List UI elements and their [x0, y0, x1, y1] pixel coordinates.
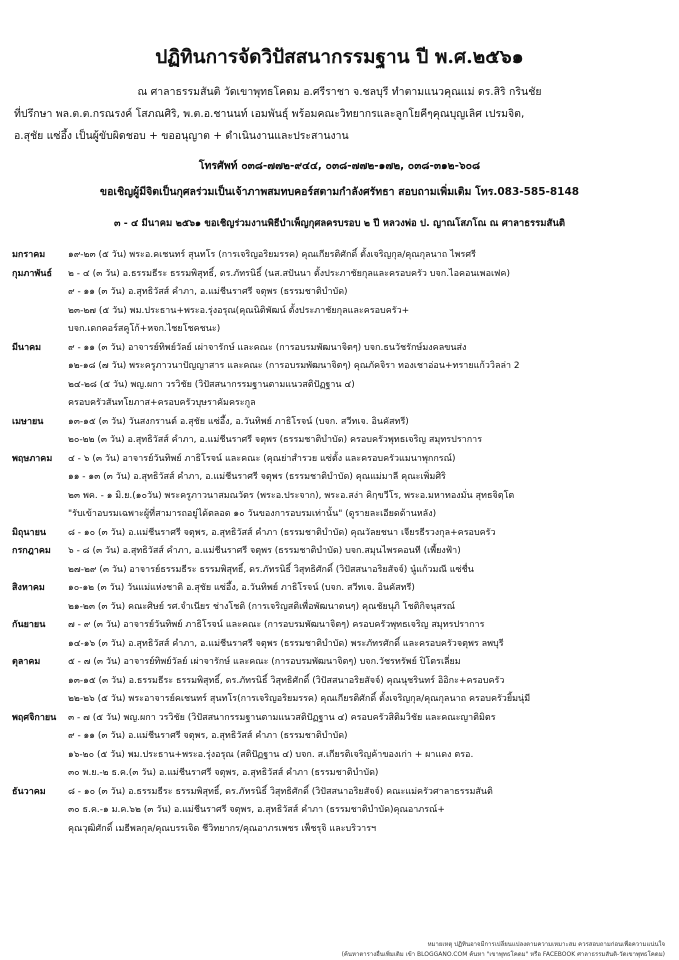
schedule-month: ตุลาคม: [12, 657, 41, 667]
schedule-row: [12, 246, 667, 265]
schedule-entry: ๓ - ๗ (๕ วัน) พญ.ผกา วรวิชัย (วิปัสสนากรรมฐานตามแนวสติปัฏฐาน ๔) ครอบครัวสิติมวิชัย และคณะญาติมิตร: [68, 712, 496, 723]
schedule-row: [12, 727, 667, 746]
schedule-entry: ๘ - ๑๐ (๓ วัน) อ.แม่ชีนราศรี จตุพร, อ.สุทธิวัสส์ คำภา (ธรรมชาติบำบัด) คุณวัลยชนา เจียรธีรวงกุล+ครอบครัว: [68, 527, 496, 538]
schedule-entry: บจก.เดกคอร์สคูโก้+หจก.ไชยโชคชนะ): [68, 324, 221, 334]
schedule-entry: ๓๐ ธ.ค.-๑ ม.ค.๖๒ (๓ วัน) อ.แม่ชีนราศรี จตุพร, อ.สุทธิวัสส์ คำภา (ธรรมชาติบำบัด)คุณอาภรณ์+: [68, 805, 445, 815]
schedule-row: [12, 524, 667, 543]
footer-source: (ค้นหาตารางอื่นเพิ่มเติม เข้า BLOGGANO.COM ค้นหา "เขาพุทธโคดม" หรือ FACEBOOK ศาลาธรรมสันติ-วัดเขาพุทธโคดม): [341, 951, 665, 958]
schedule-list: [12, 246, 667, 838]
schedule-entry: ๑๙-๒๓ (๕ วัน) พระอ.คเชนทร์ สุนทโร (การเจริญอริยมรรค) คุณเกียรติศักดิ์ ตั้งเจริญกุล/คุณกุลนาถ ไพรศรี: [68, 250, 476, 260]
schedule-entry: ๗ - ๙ (๓ วัน) อาจารย์วันทิพย์ ภาธิโรจน์ และคณะ (การอบรมพัฒนาจิตๆ) ครอบครัวพุทธเจริญ สมุทรปราการ: [68, 620, 485, 630]
schedule-row: [12, 764, 667, 783]
schedule-month: ธันวาคม: [12, 786, 46, 797]
schedule-row: [12, 339, 667, 358]
schedule-row: [12, 283, 667, 302]
schedule-entry: ๑๓-๑๕ (๓ วัน) อ.ธรรมธีระ ธรรมพิสุทธิ์, ดร.ภัทรนิธิ์ วิสุทธิศักดิ์ (วิปัสสนาอริยสัจจ์) คุณนุชรินทร์ อิอิกะ+ครอบครัว: [68, 675, 505, 686]
phone-line: โทรศัพท์ ๐๓๘-๗๗๒-๙๔๔, ๐๓๘-๗๗๒-๑๗๒, ๐๓๘-๓๑๒-๖๐๘: [198, 160, 481, 172]
schedule-entry: ๔ - ๖ (๓ วัน) อาจารย์วันทิพย์ ภาธิโรจน์ และคณะ (คุณย่าสำรวย แซ่ตั้ง และครอบครัวแมนาพุกกรณ์): [68, 453, 456, 464]
schedule-entry: ๑๐-๑๒ (๓ วัน) วันแม่แห่งชาติ อ.สุชัย แซ่อึ้ง, อ.วันทิพย์ ภาธิโรจน์ (บจก. สวีทเจ. อินคัสทรี): [68, 583, 415, 593]
schedule-row: [12, 690, 667, 709]
schedule-row: [12, 265, 667, 284]
schedule-row: [12, 820, 667, 839]
schedule-row: [12, 672, 667, 691]
schedule-row: [12, 709, 667, 728]
schedule-row: [12, 357, 667, 376]
schedule-month: มิถุนายน: [12, 527, 47, 538]
schedule-row: [12, 431, 667, 450]
schedule-entry: ครอบครัวสันทโยภาส+ครอบครัวบุษราคัมคระกูล: [68, 398, 256, 408]
schedule-row: [12, 746, 667, 765]
schedule-row: [12, 598, 667, 617]
schedule-row: [12, 413, 667, 432]
schedule-month: มกราคม: [12, 250, 46, 260]
schedule-entry: "รับเข้าอบรมเฉพาะผู้ที่สามารถอยู่ได้ตลอด ๑๐ วันของการอบรมเท่านั้น" (ดูรายละเอียดด้านหลัง): [68, 509, 437, 519]
schedule-entry: ๘ - ๑๐ (๓ วัน) อ.ธรรมธีระ ธรรมพิสุทธิ์, ดร.ภัทรนิธิ์ วิสุทธิศักดิ์ (วิปัสสนาอริยสัจจ์) คณะแม่ครัวศาลาธรรมสันติ: [68, 786, 493, 797]
schedule-row: [12, 653, 667, 672]
schedule-entry: ๒๔-๒๘ (๕ วัน) พญ.ผกา วรวิชัย (วิปัสสนากรรมฐานตามแนวสติปัฏฐาน ๔): [68, 379, 355, 390]
schedule-row: [12, 616, 667, 635]
schedule-entry: ๙ - ๑๑ (๓ วัน) อ.สุทธิวัสส์ คำภา, อ.แม่ชีนราศรี จตุพร (ธรรมชาติบำบัด): [68, 287, 348, 297]
location-line: ณ ศาลาธรรมสันติ วัดเขาพุทธโคดม อ.ศรีราชา จ.ชลบุรี ทำตามแนวคุณแม่ ดร.สิริ กรินชัย: [137, 86, 542, 98]
schedule-row: [12, 505, 667, 524]
organizer-line: อ.สุชัย แซ่อึ้ง เป็นผู้ขับผิดชอบ + ขออนุญาต + ดำเนินงานและประสานงาน: [14, 130, 349, 142]
schedule-row: [12, 320, 667, 339]
schedule-entry: ๒๓-๒๗ (๕ วัน) พม.ประธาน+พระอ.รุ่งอรุณ(คุณนิติพัฒน์ ตั้งประภาชัยกุลและครอบครัว+: [68, 305, 410, 316]
schedule-row: [12, 376, 667, 395]
schedule-month: กุมภาพันธ์: [12, 268, 52, 279]
schedule-entry: ๒๐-๒๒ (๓ วัน) อ.สุทธิวัสส์ คำภา, อ.แม่ชีนราศรี จตุพร (ธรรมชาติบำบัด) ครอบครัวพุทธเจริญ สมุทรปราการ: [68, 435, 483, 445]
schedule-month: กันยายน: [12, 620, 46, 630]
schedule-row: [12, 394, 667, 413]
schedule-entry: ๙ - ๑๑ (๓ วัน) อ.แม่ชีนราศรี จตุพร, อ.สุทธิวัสส์ คำภา (ธรรมชาติบำบัด): [68, 731, 348, 741]
schedule-entry: ๒๑-๒๓ (๓ วัน) คณะศิษย์ รศ.จำเนียร ช่างโชติ (การเจริญสติเพื่อพัฒนาตนๆ) คุณชัยนุภิ โชติกิจนุสรณ์: [68, 601, 456, 612]
schedule-entry: คุณวุฒิศักดิ์ เมธีพลกุล/คุณบรรเจิด ชีวิทยากร/คุณอาภรเพชร เพ็ชรุจิ และบริวารฯ: [68, 823, 377, 834]
schedule-row: [12, 801, 667, 820]
schedule-row: [12, 635, 667, 654]
schedule-month: พฤษภาคม: [12, 453, 53, 464]
schedule-row: [12, 579, 667, 598]
schedule-entry: ๙ - ๑๑ (๓ วัน) อาจารย์ทิพย์วัลย์ เผ่าจารักษ์ และคณะ (การอบรมพัฒนาจิตๆ) บจก.ธนวัชรักษ์มงคลขนส่ง: [68, 342, 467, 353]
schedule-row: [12, 542, 667, 561]
schedule-entry: ๑๔-๑๖ (๓ วัน) อ.สุทธิวัสส์ คำภา, อ.แม่ชีนราศรี จตุพร (ธรรมชาติบำบัด) พระภัทรศักดิ์ และครอบครัวจตุพร ลพบุรี: [68, 638, 504, 649]
schedule-month: เมษายน: [12, 416, 44, 427]
schedule-row: [12, 302, 667, 321]
schedule-row: [12, 561, 667, 580]
advisor-line: ที่ปรึกษา พล.ต.ต.กรณรงค์ โสภณศิริ, พ.ต.อ.ชานนท์ เอมพันธุ์ พร้อมคณะวิทยากรและลูกโยคีๆคุณบุญเลิศ เปรมจิต,: [14, 108, 525, 120]
page-title: ปฏิทินการจัดวิปัสสนากรรมฐาน ปี พ.ศ.๒๕๖๑: [155, 46, 524, 68]
schedule-entry: ๑๖-๒๐ (๕ วัน) พม.ประธาน+พระอ.รุ่งอรุณ (สติปัฏฐาน ๔) บจก. ส.เกียรติเจริญค้าของเก่า + ผาแดง ตรอ.: [68, 749, 474, 760]
schedule-entry: ๖ - ๘ (๓ วัน) อ.สุทธิวัสส์ คำภา, อ.แม่ชีนราศรี จตุพร (ธรรมชาติบำบัด) บจก.สมุนไพรคอนที (เพี้ยงฟ้า): [68, 546, 461, 556]
schedule-entry: ๒ - ๔ (๓ วัน) อ.ธรรมธีระ ธรรมพิสุทธิ์, ดร.ภัทรนิธิ์ (นส.สปันนา ตั้งประภาชัยกุลและครอบครัว บจก.ไอคอนเพอเฟค): [68, 268, 510, 279]
schedule-entry: ๑๒-๑๘ (๗ วัน) พระครูภาวนาปัญญาสาร และคณะ (การอบรมพัฒนาจิตๆ) คุณภัคจิรา ทองเชาอ่อน+ทรายแก้ววิลล่า 2: [68, 361, 520, 371]
schedule-row: [12, 783, 667, 802]
schedule-entry: ๕ - ๗ (๓ วัน) อาจารย์ทิพย์วัลย์ เผ่าจารักษ์ และคณะ (การอบรมพัฒนาจิตๆ) บจก.วัชรทรัพย์ ปิโตรเลี่ยม: [68, 657, 461, 667]
schedule-row: [12, 468, 667, 487]
schedule-month: มีนาคม: [12, 342, 42, 353]
schedule-entry: ๓๐ พ.ย.-๒ ธ.ค.(๓ วัน) อ.แม่ชีนราศรี จตุพร, อ.สุทธิวัสส์ คำภา (ธรรมชาติบำบัด): [68, 768, 379, 778]
schedule-row: [12, 450, 667, 469]
schedule-entry: ๑๓-๑๕ (๓ วัน) วันสงกรานต์ อ.สุชัย แซ่อึ้ง, อ.วันทิพย์ ภาธิโรจน์ (บจก. สวีทเจ. อินคัสทรี): [68, 416, 409, 427]
schedule-month: สิงหาคม: [12, 583, 45, 593]
schedule-entry: ๒๒-๒๖ (๕ วัน) พระอาจารย์คเชนทร์ สุนทโร(การเจริญอริยมรรค) คุณเกียรติศักดิ์ ตั้งเจริญกุล/คุณกุลนาถ ครอบครัวยิ้มนุ่มี: [68, 694, 531, 704]
schedule-entry: ๑๑ - ๑๓ (๓ วัน) อ.สุทธิวัสส์ คำภา, อ.แม่ชีนราศรี จตุพร (ธรรมชาติบำบัด) คุณแม่มาลี คุณะเพิ่มศิริ: [68, 472, 446, 482]
invite-line: ขอเชิญผู้มีจิตเป็นกุศลร่วมเป็นเจ้าภาพสมทบคอร์สตามกำลังศรัทธา สอบถามเพิ่มเติม โทร.083-585-8148: [99, 186, 580, 198]
schedule-entry: ๒๓ พค. - ๑ มิ.ย.(๑๐วัน) พระครูภาวนาสมณวัตร (พระอ.ประจาก), พระอ.สง่า คิกฺขวีโร, พระอ.มหาทองมั่น สุทธจิตฺโต: [68, 490, 515, 501]
footer-note: หมายเหตุ ปฏิทินอาจมีการเปลี่ยนแปลงตามความเหมาะสม ควรสอบถามก่อนเพื่อความแน่นใจ: [427, 941, 665, 948]
schedule-row: [12, 487, 667, 506]
announcement-line: ๓ - ๔ มีนาคม ๒๕๖๑ ขอเชิญร่วมงานพิธีบำเพ็ญกุศลครบรอบ ๒ ปี หลวงพ่อ ป. ญาณโสภโณ ณ ศาลาธรรมสันติ: [114, 218, 565, 229]
schedule-entry: ๒๗-๒๙ (๓ วัน) อาจารย์ธรรมธีระ ธรรมพิสุทธิ์, ดร.ภัทรนิธิ์ วิสุทธิศักดิ์ (วิปัสสนาอริยสัจจ์) นู๋แก้วมณี แซ่ชื่น: [68, 564, 474, 575]
schedule-month: พฤศจิกายน: [12, 712, 57, 723]
schedule-month: กรกฎาคม: [12, 546, 51, 556]
